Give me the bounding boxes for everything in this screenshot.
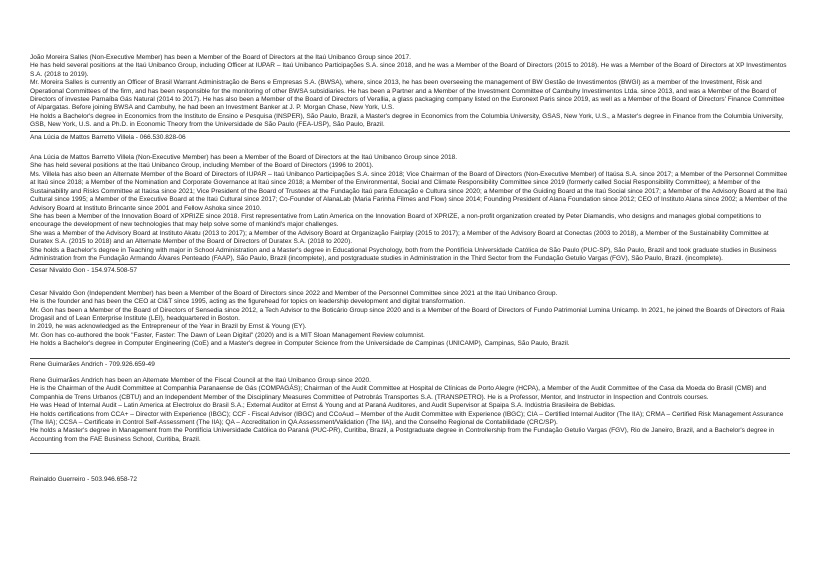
section-divider <box>30 453 790 454</box>
bio-section-andrich <box>30 377 790 444</box>
bio-heading: Rene Guimarães Andrich - 709.926.659-49 <box>30 360 155 368</box>
bio-section-villela <box>30 154 790 263</box>
bio-paragraph: João Moreira Salles (Non-Executive Member) has been a Member of the Board of Directors at the Itaú Unibanco Group since 2017. <box>30 54 412 61</box>
bio-paragraph: He is the Chairman of the Audit Committee at Companhia Paranaense de Gás (COMPAGÁS); Chairman of the Audit Committee at Hospital de Clínicas de Porto Alegre (HCPA), a Member of the Audit Committee of the Casa da Moeda do Brasil (CMB) and Companhia de Trens Urbanos (CBTU) and an Independent Member of the Disciplinary Measures Committee of Petrobrás Transportes S.A. (TRANSPETRO). He is a Professor, Mentor, and Instructor in Inspection and Controls courses. <box>30 385 767 401</box>
bio-paragraph: Rene Guimarães Andrich has been an Alternate Member of the Fiscal Council at the Itaú Unibanco Group since 2020. <box>30 377 371 384</box>
bio-paragraph: He holds a Bachelor's degree in Computer Engineering (CoE) and a Master's degree in Computer Science from the Universidade de Campinas (UNICAMP), Campinas, São Paulo, Brazil. <box>30 340 570 348</box>
bio-paragraph: He holds a Master's degree in Management from the Pontifícia Universidade Católica do Paraná (PUC-PR), Curitiba, Brazil, a Postgraduate degree in Controllership from the Fundação Getulio Vargas (FGV), Rio de Janeiro, Brazil, and a Bachelor's degree in Accounting from the FAE Business School, Curitiba, Brazil. <box>30 427 774 443</box>
document-body <box>30 54 790 485</box>
bio-paragraph: Ana Lúcia de Mattos Barretto Villela (Non-Executive Member) has been a Member of the Board of Directors at the Itaú Unibanco Group since 2018. <box>30 154 458 162</box>
bio-paragraph: He was Head of Internal Audit – Latin America at Electrolux do Brasil S.A.; External Auditor at Ernst & Young and at Paraná Auditores, and Audit Supervisor at Spaipa S.A. Indústria Brasileira de Bebidas. <box>30 402 616 410</box>
bio-heading: Reinaldo Guerreiro - 503.946.658-72 <box>30 476 138 484</box>
bio-paragraph: He holds a Bachelor's degree in Economics from the Instituto de Ensino e Pesquisa (INSPER), São Paulo, Brazil, a Master's degree in Economics from the Columbia University, GSAS, New York, U.S., a Master's degree in Finance from the Columbia University, GSB, New York, U.S. and a Ph.D. in Economic Theory from the Universidade de São Paulo (FEA-USP), São Paulo, Brazil. <box>30 112 784 129</box>
bio-section-moreira-salles <box>30 54 790 130</box>
bio-paragraph: She has held several positions at the Itaú Unibanco Group, including Member of the Board of Directors (1996 to 2001). <box>30 162 374 170</box>
bio-paragraph: Mr. Gon has been a Member of the Board of Directors of Sensedia since 2012, a Tech Advisor to the Boticário Group since 2020 and is a Member of the Board of Directors of Fundo Patrimonial Lumina Unicamp. In 2021, he joined the Boards of Directors of Raia Drogasil and of Lean Enterprise Institute (LEI), headquartered in Boston. <box>30 306 785 322</box>
bio-paragraph: Mr. Moreira Salles is currently an Officer of Brasil Warrant Administração de Bens e Empresas S.A. (BWSA), where, since 2013, he has been overseeing the management of BW Gestão de Investimentos (BWGI) as a member of the Investment, Risk and Operational Committees of the firm, and has been responsible for the monitoring of other BWSA subsidiaries. He has been a Partner and a Member of the Investment Committee of Cambuhy Investimentos Ltda. since 2013, and was a Member of the Board of Directors of investee Parnaíba Gás Natural (2014 to 2017). He has also been a Member of the Board of Directors of Verallia, a glass packaging company listed on the Euronext Paris since 2019, as well as a Member of the Board of Directors' Finance Committee of Alpargatas. Before joining BWSA and Cambuhy, he had been an Investment Banker at J. P. Morgan Chase, New York, U.S. <box>30 79 785 112</box>
bio-paragraph: He is the founder and has been the CEO at CI&T since 1995, acting as the figurehead for topics on leadership development and digital transformation. <box>30 298 466 306</box>
bio-paragraph: He holds certifications from CCA+ – Director with Experience (IBGC); CCF - Fiscal Advisor (IBGC) and CCoAud – Member of the Audit Committee with Experience (IBGC); CIA – Certified Internal Auditor (The IIA); CRMA – Certified Risk Management Assurance (The IIA); CCSA – Certificate in Control Self-Assessment (The IIA); QA – Accreditation in QA Assessment/Validation (The IIA), and the Conselho Regional de Contabilidade (CRC/SP). <box>30 410 784 427</box>
bio-paragraph: He has held several positions at the Itaú Unibanco Group, including Officer at IUPAR – Itaú Unibanco Participações S.A. since 2018, and he was a Member of the Board of Directors (2015 to 2018). He was a Member of the Board of Directors at XP Investimentos S.A. (2018 to 2019). <box>30 62 787 78</box>
bio-section-gon <box>30 290 790 349</box>
bio-heading: Ana Lúcia de Mattos Barretto Villela - 066.530.828-06 <box>30 133 186 141</box>
bio-paragraph: In 2019, he was acknowledged as the Entrepreneur of the Year in Brazil by Ernst & Young (EY). <box>30 323 307 331</box>
bio-paragraph: She holds a Bachelor's degree in Teaching with major in School Administration and a Master's degree in Educational Psychology, both from the Pontifícia Universidade Católica de São Paulo (PUC-SP), São Paulo, Brazil and took graduate studies in Business Administration from the Fundação Armando Álvares Penteado (FAAP), São Paulo, Brazil (incomplete), and postgraduate studies in Administration in the Third Sector from the Fundação Getulio Vargas (FGV), São Paulo, Brazil. (incomplete). <box>30 246 777 262</box>
section-divider <box>30 264 790 265</box>
bio-paragraph: She was a Member of the Advisory Board at Instituto Akatu (2013 to 2017); a Member of the Advisory Board at Organização Fairplay (2015 to 2017); a Member of the Advisory Board at Conectas (2003 to 2018), a Member of the Sustainability Committee at Duratex S.A. (2015 to 2018) and an Alternate Member of the Board of Directors of Duratex S.A. (2018 to 2020). <box>30 229 769 246</box>
bio-paragraph: She has been a Member of the Innovation Board of XPRIZE since 2018. First representative from Latin America on the Innovation Board of XPRIZE, a non-profit organization created by Peter Diamandis, who designs and manages global competitions to encourage the development of new technologies that may help solve some of mankind's major challenges. <box>30 212 762 229</box>
section-divider <box>30 358 790 359</box>
bio-heading: Cesar Nivaldo Gon - 154.974.508-57 <box>30 267 137 275</box>
bio-paragraph: Ms. Villela has also been an Alternate Member of the Board of Directors of IUPAR – Itaú Unibanco Participações S.A. since 2018; Vice Chairman of the Board of Directors (Non-Executive Member) of Itaúsa S.A. since 2017; a Member of the Personnel Committee at Itaú since 2018; a Member of the Nomination and Corporate Governance at Itaú since 2018; a Member of the Environmental, Social and Climate Responsibility Committee since 2019 (formerly called Social Responsibility Committee); a Member of the Sustainability and Risks Committee at Itaúsa since 2021; Vice President of the Board of Trustees at the Fundação Itaú para Educação e Cultura since 2020; a Member of the Guiding Board at the Itaú Social since 2017; a Member of the Advisory Board at the Itaú Cultural since 1995; a Member of the Executive Board at the Itaú Cultural since 2017; Co-Founder of AlanaLab (Maria Farinha Filmes and Flow) since 2014; Founding President of Alana Foundation since 2012; CEO of Instituto Alana since 2002; a Member of the Advisory Board at Instituto Brincante since 2001 and Fellow Ashoka since 2010. <box>30 170 788 212</box>
bio-paragraph: Cesar Nivaldo Gon (Independent Member) has been a Member of the Board of Directors since 2022 and Member of the Personnel Committee since 2021 at the Itaú Unibanco Group. <box>30 289 558 297</box>
bio-paragraph: Mr. Gon has co-authored the book "Faster, Faster: The Dawn of Lean Digital" (2020) and is a MIT Sloan Management Review columnist. <box>30 331 425 339</box>
section-divider <box>30 131 790 132</box>
